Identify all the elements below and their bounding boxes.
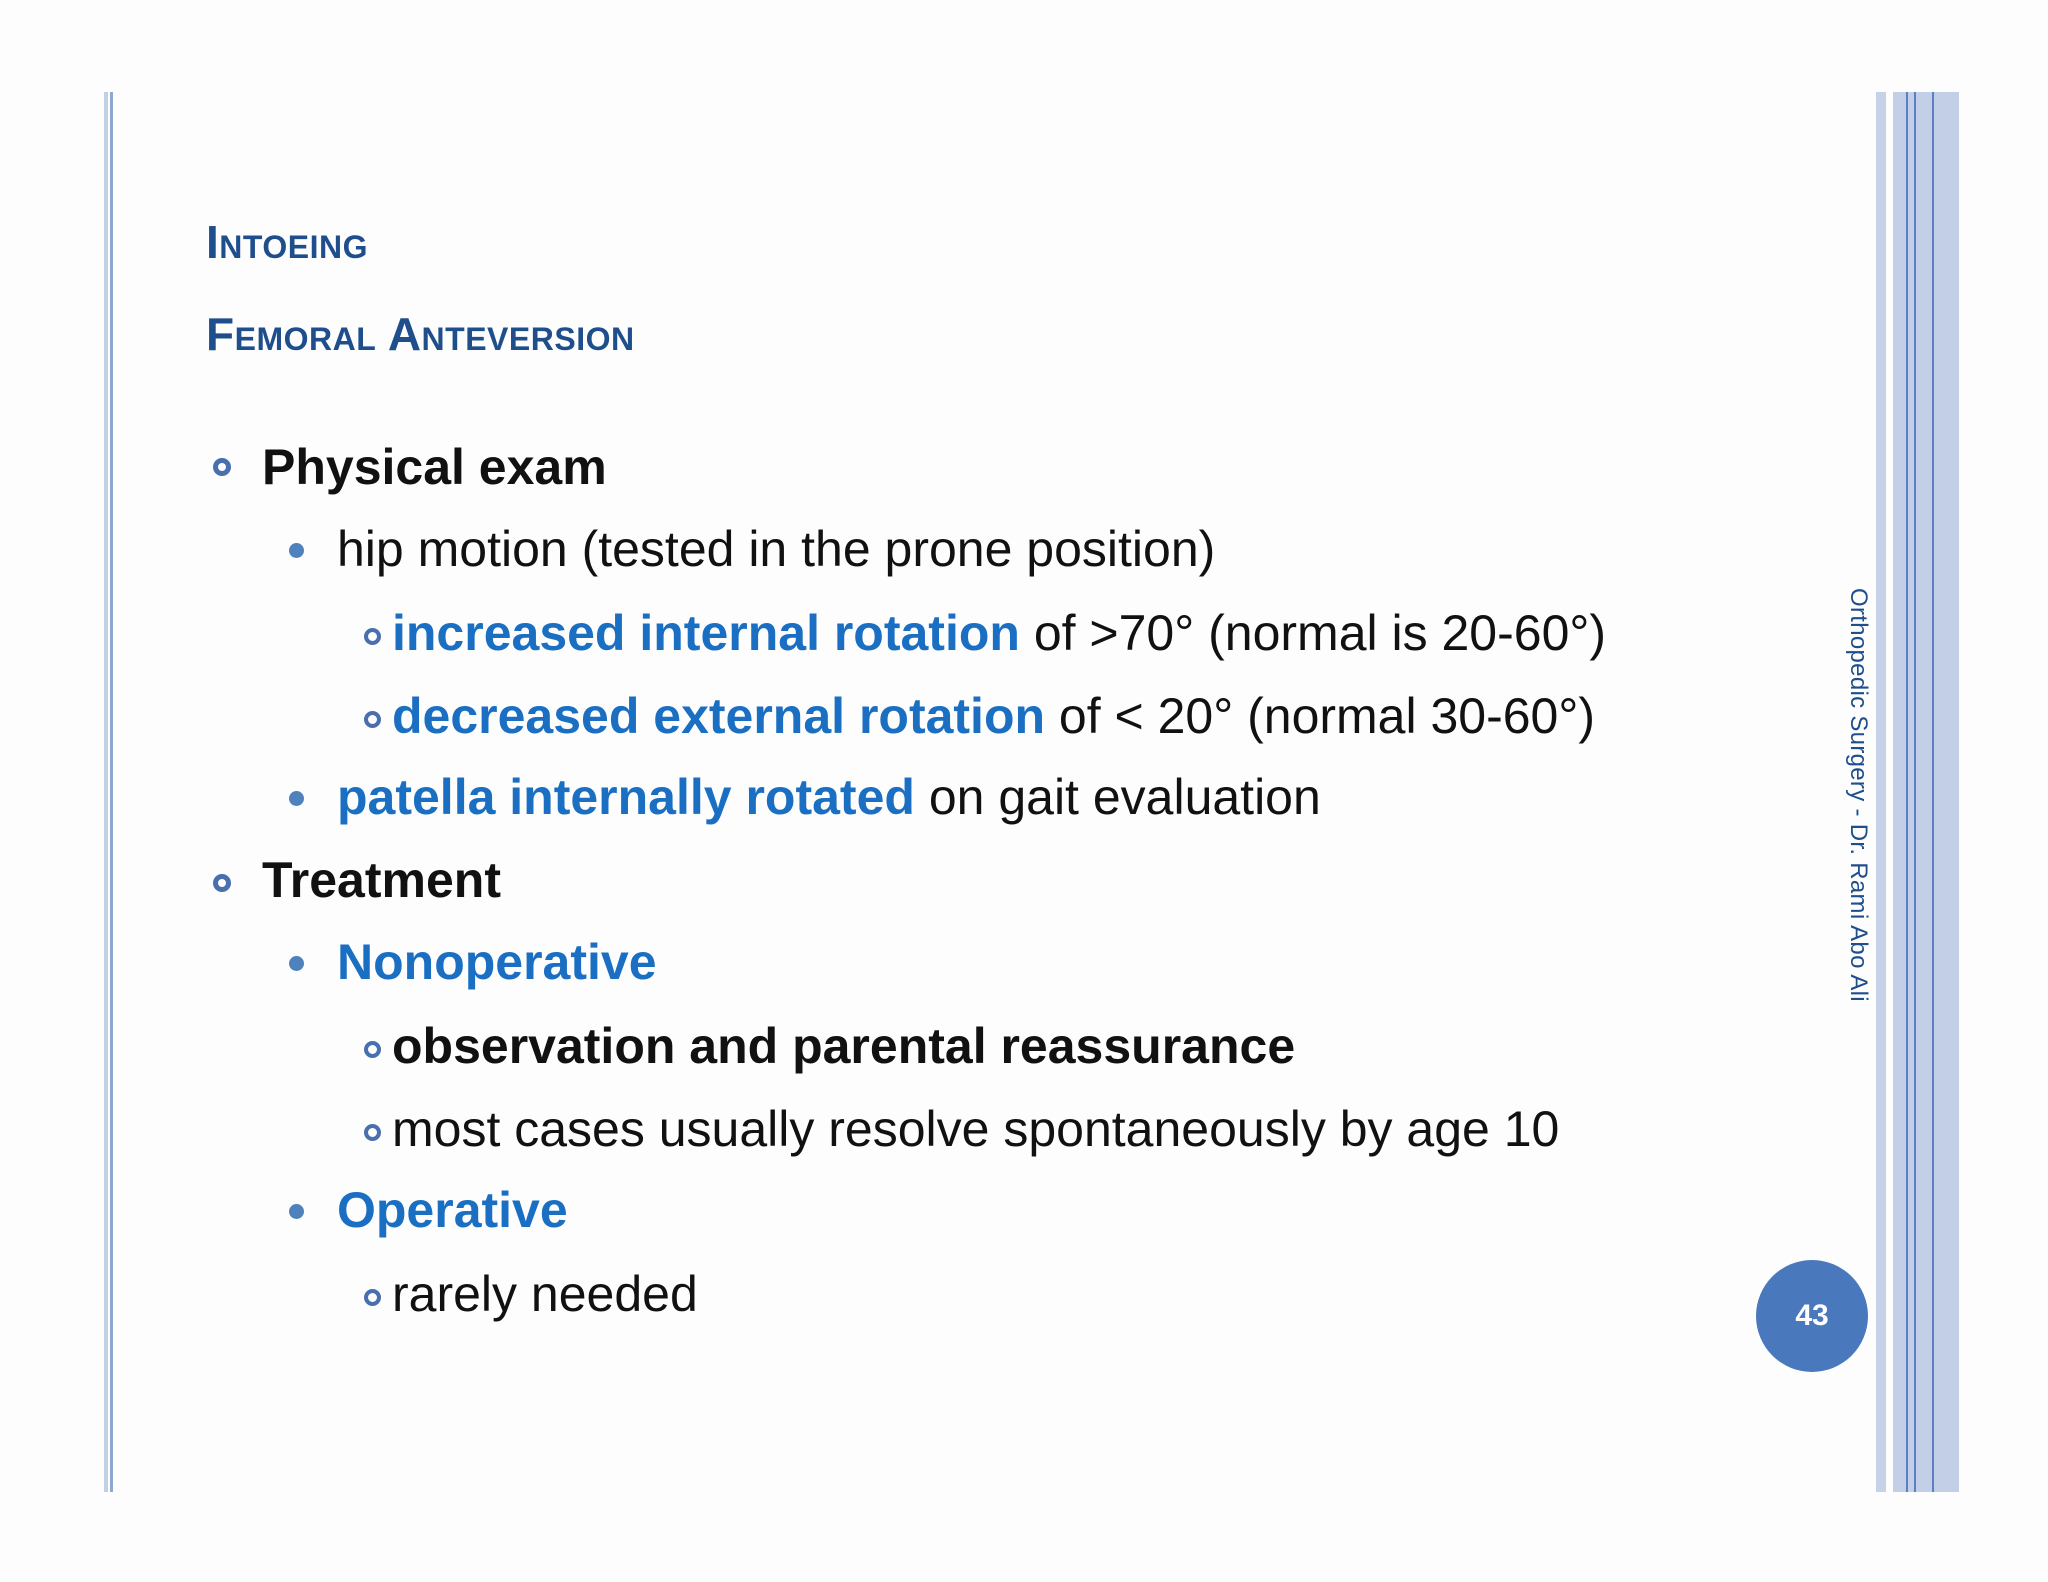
observation-item: observation and parental reassurance	[392, 1018, 1296, 1074]
level3-bullet-icon	[364, 1289, 381, 1306]
left-frame-line	[104, 92, 108, 1492]
internal-rotation-emphasis: increased internal rotation	[392, 605, 1020, 661]
right-frame-line	[1914, 92, 1916, 1492]
operative-item: Operative	[337, 1182, 568, 1238]
title-line-2: Femoral Anteversion	[206, 308, 635, 360]
internal-rotation-item	[392, 604, 1606, 662]
nonoperative-item: Nonoperative	[337, 934, 657, 990]
level2-bullet-icon	[289, 791, 304, 806]
external-rotation-detail: of < 20° (normal 30-60°)	[1045, 688, 1596, 744]
title-line-1: Intoeing	[206, 216, 368, 268]
level3-bullet-icon	[364, 711, 381, 728]
internal-rotation-detail: of >70° (normal is 20-60°)	[1019, 605, 1607, 661]
physical-exam-heading: Physical exam	[262, 439, 607, 495]
side-footer-text: Orthopedic Surgery - Dr. Rami Abo Ali	[1845, 588, 1872, 1002]
treatment-heading: Treatment	[262, 852, 501, 908]
external-rotation-emphasis: decreased external rotation	[392, 688, 1046, 744]
hip-motion-item: hip motion (tested in the prone position)	[337, 521, 1216, 577]
level3-bullet-icon	[364, 1124, 381, 1141]
level3-bullet-icon	[364, 1041, 381, 1058]
rarely-needed-item: rarely needed	[392, 1266, 698, 1322]
right-frame-band	[1893, 92, 1959, 1492]
page-number-badge: 43	[1756, 1260, 1868, 1372]
right-frame-line	[1932, 92, 1934, 1492]
patella-detail: on gait evaluation	[914, 769, 1321, 825]
left-frame-line-inner	[110, 92, 113, 1492]
level2-bullet-icon	[289, 543, 304, 558]
resolve-item: most cases usually resolve spontaneously by age 10	[392, 1101, 1560, 1157]
level2-bullet-icon	[289, 956, 304, 971]
level2-bullet-icon	[289, 1204, 304, 1219]
slide-title	[206, 196, 635, 380]
level1-bullet-icon	[213, 458, 231, 476]
right-frame-stripe	[1876, 92, 1886, 1492]
level1-bullet-icon	[213, 874, 231, 892]
patella-item	[337, 768, 1321, 826]
external-rotation-item	[392, 687, 1595, 745]
right-frame-line	[1906, 92, 1908, 1492]
level3-bullet-icon	[364, 628, 381, 645]
patella-emphasis: patella internally rotated	[337, 769, 915, 825]
side-footer	[1842, 588, 1872, 1068]
